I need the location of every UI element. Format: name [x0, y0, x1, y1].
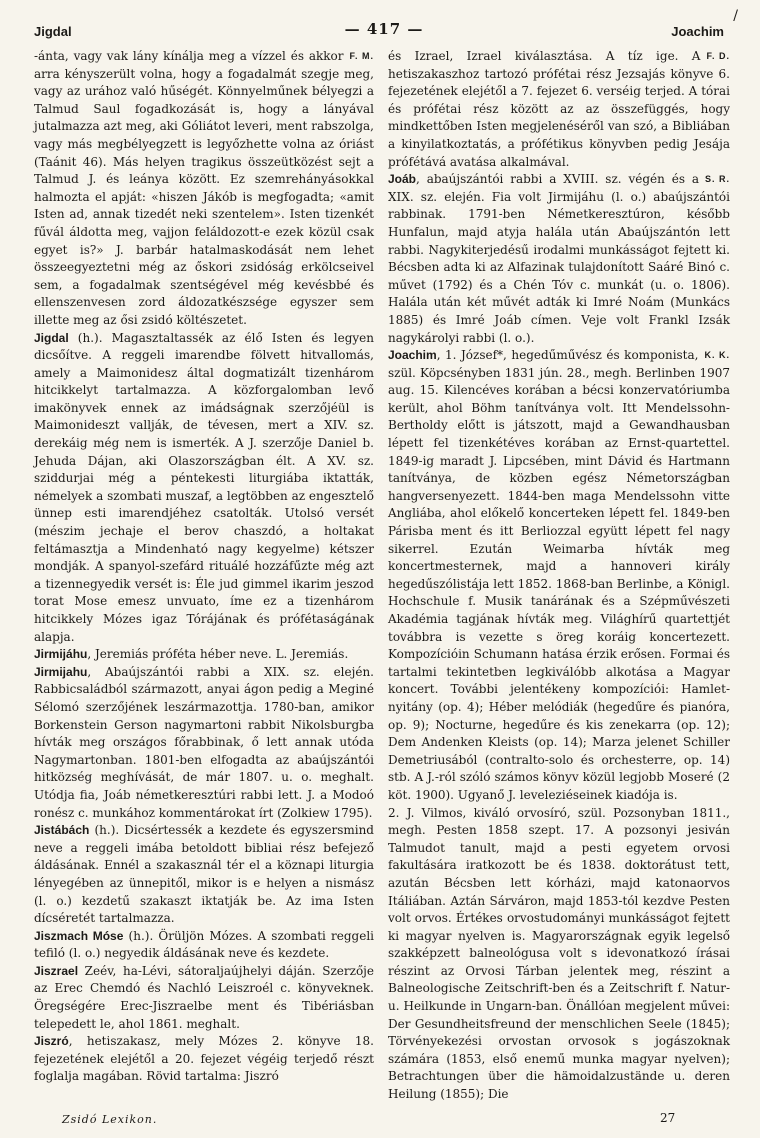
entry-text: és Izrael, Izrael kiválasztása. A tíz ige. A hetiszakaszhoz tartozó prófétai rész Jezsajás könyve 6. fejezetének elejétől a 7. fejezet 6. verséig terjed. A tórai és prófétai rész között az az összefüggés, hogy mindkettőben Isten megjelenéséről van szó, a Bibliában a kinyilatkoztatás, a prófétikus könyvben pedig Jesája prófétává avatása alkalmával.: [388, 49, 730, 169]
entry-text: (h.). Magasztaltassék az élő Isten és legyen dicsőítve. A reggeli imarendbe fölvett hitvallomás, amely a Maimonidesz által dogmatizált tizenhárom hitcikkelyt tartalmazza. A közforgalomban levő imakönyvek ennek az imádságnak szerzőjéül is Maimonideszt vallják, de tévesen, mert a XIV. sz. derekáig még nem is ismerték. A J. szerzője Daniel b. Jehuda Dájan, aki Olaszországban élt. A XV. sz. sziddurjai még a péntekesti liturgiába iktatták, némelyek a szombati muszaf, a legtöbben az engesztelő ünnep esti imarendjéhez csatolták. Utolsó versét (mészim jechaje el berov chaszdó, a holtakat feltámasztja a Mindenható nagy kegyelme) kétszer mondják. A spanyol-szefárd rituálé hozzáfűzte még azt a tizennegyedik versét is: Éle jud gimmel ikarim jeszod torat Mose emesz unvuato, íme ez a tizenhárom hitcikkely Mózes igaz Tórájának és prófétaságának alapja.: [34, 330, 374, 644]
entry-headword: Jirmijáhu: [34, 647, 88, 662]
entry-headword: Joachim: [388, 348, 437, 363]
left-column: [34, 48, 374, 1084]
right-column: [388, 48, 730, 1102]
entry-text: Zeév, ha-Lévi, sátoraljaújhelyi dáján. Szerzője az Erec Chemdó és Nachló Leiszroél c. könyveknek. Öregségére Erec-Jiszraelbe ment és Tibériásban telepedett le, ahol 1861. meghalt.: [34, 963, 374, 1031]
running-head-right: Joachim: [671, 24, 724, 39]
entry-text: , abaújszántói rabbi a XVIII. sz. végén és a XIX. sz. elején. Fia volt Jirmijáhu (l. o.) abaújszántói rabbinak. 1791-ben Németkeresztúron, később Hunfalun, majd atyja halála után Abaújszántón lett rabbi. Nagykiterjedésű irodalmi munkásságot fejtett ki. Bécsben adta ki az Alfazinak tulajdonított Saáré Binó c. művet (1792) és a Chén Tóv c. munkát (u. o. 1806). Halála után két művét adták ki Imré Noám (Munkács 1885) és Imré Joáb címen. Veje volt Frankl Izsák nagykárolyi rabbi (l. o.).: [388, 172, 730, 345]
entry-headword: Jiszró: [34, 1034, 69, 1049]
page-number: — 417 —: [344, 20, 424, 38]
entry-text: , 1. József*, hegedűművész és komponista, szül. Köpcsényben 1831 jún. 28., megh. Berlinben 1907 aug. 15. Kilencéves korában a bécsi konzervatóriumba került, ahol Böhm tanítványa volt. Itt Mendelssohn-Bertholdy előtt is játszott, majd a Gewandhausban lépett fel tizenkétéves korában az Ernst-quartettel. 1849-ig maradt J. Lipcsében, mint Dávid és Hartmann tanítványa, de közben egész Németországban hangversenyezett. 1844-ben maga Mendelssohn vitte Angliába, ahol előkelő koncerteken lépett fel. 1849-ben Párisba ment és itt Berliozzal együtt lépett fel nagy sikerrel. Ezután Weimarba hívták meg koncertmesternek, majd a hannoveri király hegedűszólistája lett 1852. 1868-ban Berlinbe, a Königl. Hochschule f. Musik tanárának és a Szépművészeti Akadémia tagjának hívták meg. Világhírű quartettjét továbbra is vezette s öreg koráig koncertezett. Kompozícióin Schumann hatása érzik erősen. Formai és tartalmi tekintetben legkiválóbb alkotása a Magyar koncert. További jelentékeny kompozíciói: Hamlet-nyitány (op. 4); Héber melódiák (hegedűre és pianóra, op. 9); Nocturne, hegedűre és kis zenekarra (op. 12); Dem Andenken Kleists (op. 14); Marza jelenet Schiller Demetriusából (contralto-solo és orchesterre, op. 14) stb. A J.-ról szóló számos könyv közül legjobb Moseré (2 köt. 1900). Ugyanő J. leveleziéseinek kiadója is.: [388, 348, 730, 802]
entry-paragraph: [34, 963, 374, 1033]
entry-paragraph: [34, 48, 374, 330]
entry-paragraph: [388, 171, 730, 347]
entry-text: (h.). Örüljön Mózes. A szombati reggeli tefiló (l. o.) negyedik áldásának neve és kezdete.: [34, 928, 374, 961]
running-head-left: Jigdal: [34, 24, 72, 39]
entry-text: (h.). Dicsértessék a kezdete és egyszersmind neve a reggeli imába betoldott bibliai rész befejező áldásának. Ennél a szakasznál tér el a köznapi liturgia lényegében az ünnepitől, mikor is e helyen a nismász (l. o.) kezdetű szakaszt iktatják be. Az ima Isten dícséretét tartalmazza.: [34, 823, 374, 926]
page-header: [30, 8, 738, 42]
entry-text: 2. J. Vilmos, kiváló orvosíró, szül. Pozsonyban 1811., megh. Pesten 1858 szept. 17. A pozsonyi jesiván Talmudot tanult, majd a pesti egyetem orvosi fakultására iratkozott be és 1838. doktorátust tett, azután Bécsben lett kórházi, majd katonaorvos Itáliában. Aztán Sárváron, majd 1853-tól kezdve Pesten volt orvos. Értékes orvostudományi munkásságot fejtett ki magyar nyelven is. Magyarországnak egyik legelső szakképzett balneológusa volt s idevonatkozó írásai részint az Orvosi Tárban jelentek meg, részint a Balneologische Zeitschrift-ben és a Zeitschrift f. Natur- u. Heilkunde in Ungarn-ban. Önállóan megjelent művei: Der Gesundheitsfreund der menschlichen Seele (1845); Törvényekezési orvostan orvosok s jogászoknak számára (1853, első enemű munka magyar nyelven); Betrachtungen über die hämoidalzustände u. deren Heilung (1855); Die: [388, 805, 730, 1102]
entry-paragraph: [388, 347, 730, 804]
entry-paragraph: [388, 48, 730, 171]
entry-paragraph: [34, 822, 374, 928]
entry-text: , hetiszakasz, mely Mózes 2. könyve 18. fejezetének elejétől a 20. fejezet végéig terjedő részt foglalja magában. Rövid tartalma: Jiszró: [34, 1034, 374, 1084]
footer-publication: Zsidó Lexikon.: [62, 1113, 158, 1126]
author-signature: K. K.: [704, 350, 730, 361]
author-signature: F. D.: [706, 51, 730, 61]
entry-text: , Abaújszántói rabbi a XIX. sz. elején. Rabbicsaládból származott, anyai ágon pedig a Meginé Sélomó szerzőjének leszármazottja. 1780-ban, amikor Borkenstein Gerson nagymartoni rabbit Nikolsburgba hívták meg országos főrabbinak, ő lett annak utóda Nagymartonban. 1801-ben elfogadta az abaújszántói hitközség meghívását, de már 1807. u. o. meghalt. Utódja fia, Joáb németkeresztúri rabbi lett. J. a Modoó ronész c. munkához kommentárokat írt (Zolkiew 1795).: [34, 664, 374, 820]
entry-headword: Joáb: [388, 172, 417, 187]
corner-mark: /: [733, 8, 738, 24]
entry-text: -ánta, vagy vak lány kínálja meg a vízzel és akkor arra kényszerült volna, hogy a fogadalmát szegje meg, vagy az urához való hűségét. Könnyelműnek bélyegzi a Talmud Saul fogadkozását is, hogy a lányával jutalmazza azt meg, aki Góliátot leveri, ment rabszolga, vagy más megbélyegzett is legyőzhette volna az óriást (Taánit 46). Más helyen tragikus összeütközést sejt a Talmud J. és leánya között. Ez szemrehányásokkal halmozta el apját: «hiszen Jákób is megfogadta; «amit Isten ad, annak tizedét neki szentelem». Isten tizenkét fűvál áldotta meg, vajjon feláldozott-e ezek közül csak egyet is?» J. barbár hatalmaskodását nem lehet összeegyeztetni még az őskori zsidóság erkölcseivel sem, a fogadalmak szentségével még kevésbbé és ellenszenvesen zord áldozatkészsége egyszer sem illette meg az ősi zsidó költészetet.: [34, 49, 374, 327]
entry-paragraph: [34, 646, 374, 664]
author-signature: S. R.: [704, 174, 730, 185]
entry-headword: Jiszrael: [34, 963, 79, 978]
entry-headword: Jistábách: [34, 823, 90, 838]
entry-paragraph: [34, 1033, 374, 1086]
entry-paragraph: [388, 805, 730, 1104]
entry-paragraph: [34, 928, 374, 963]
author-signature: F. M.: [349, 51, 374, 61]
entry-headword: Jirmijahu: [34, 664, 88, 679]
entry-headword: Jiszmach Móse: [34, 928, 124, 943]
entry-paragraph: [34, 664, 374, 822]
entry-headword: Jigdal: [34, 330, 69, 345]
entry-paragraph: [34, 330, 374, 647]
entry-text: , Jeremiás próféta héber neve. L. Jeremiás.: [87, 647, 349, 662]
footer-sheet-number: 27: [660, 1111, 676, 1125]
